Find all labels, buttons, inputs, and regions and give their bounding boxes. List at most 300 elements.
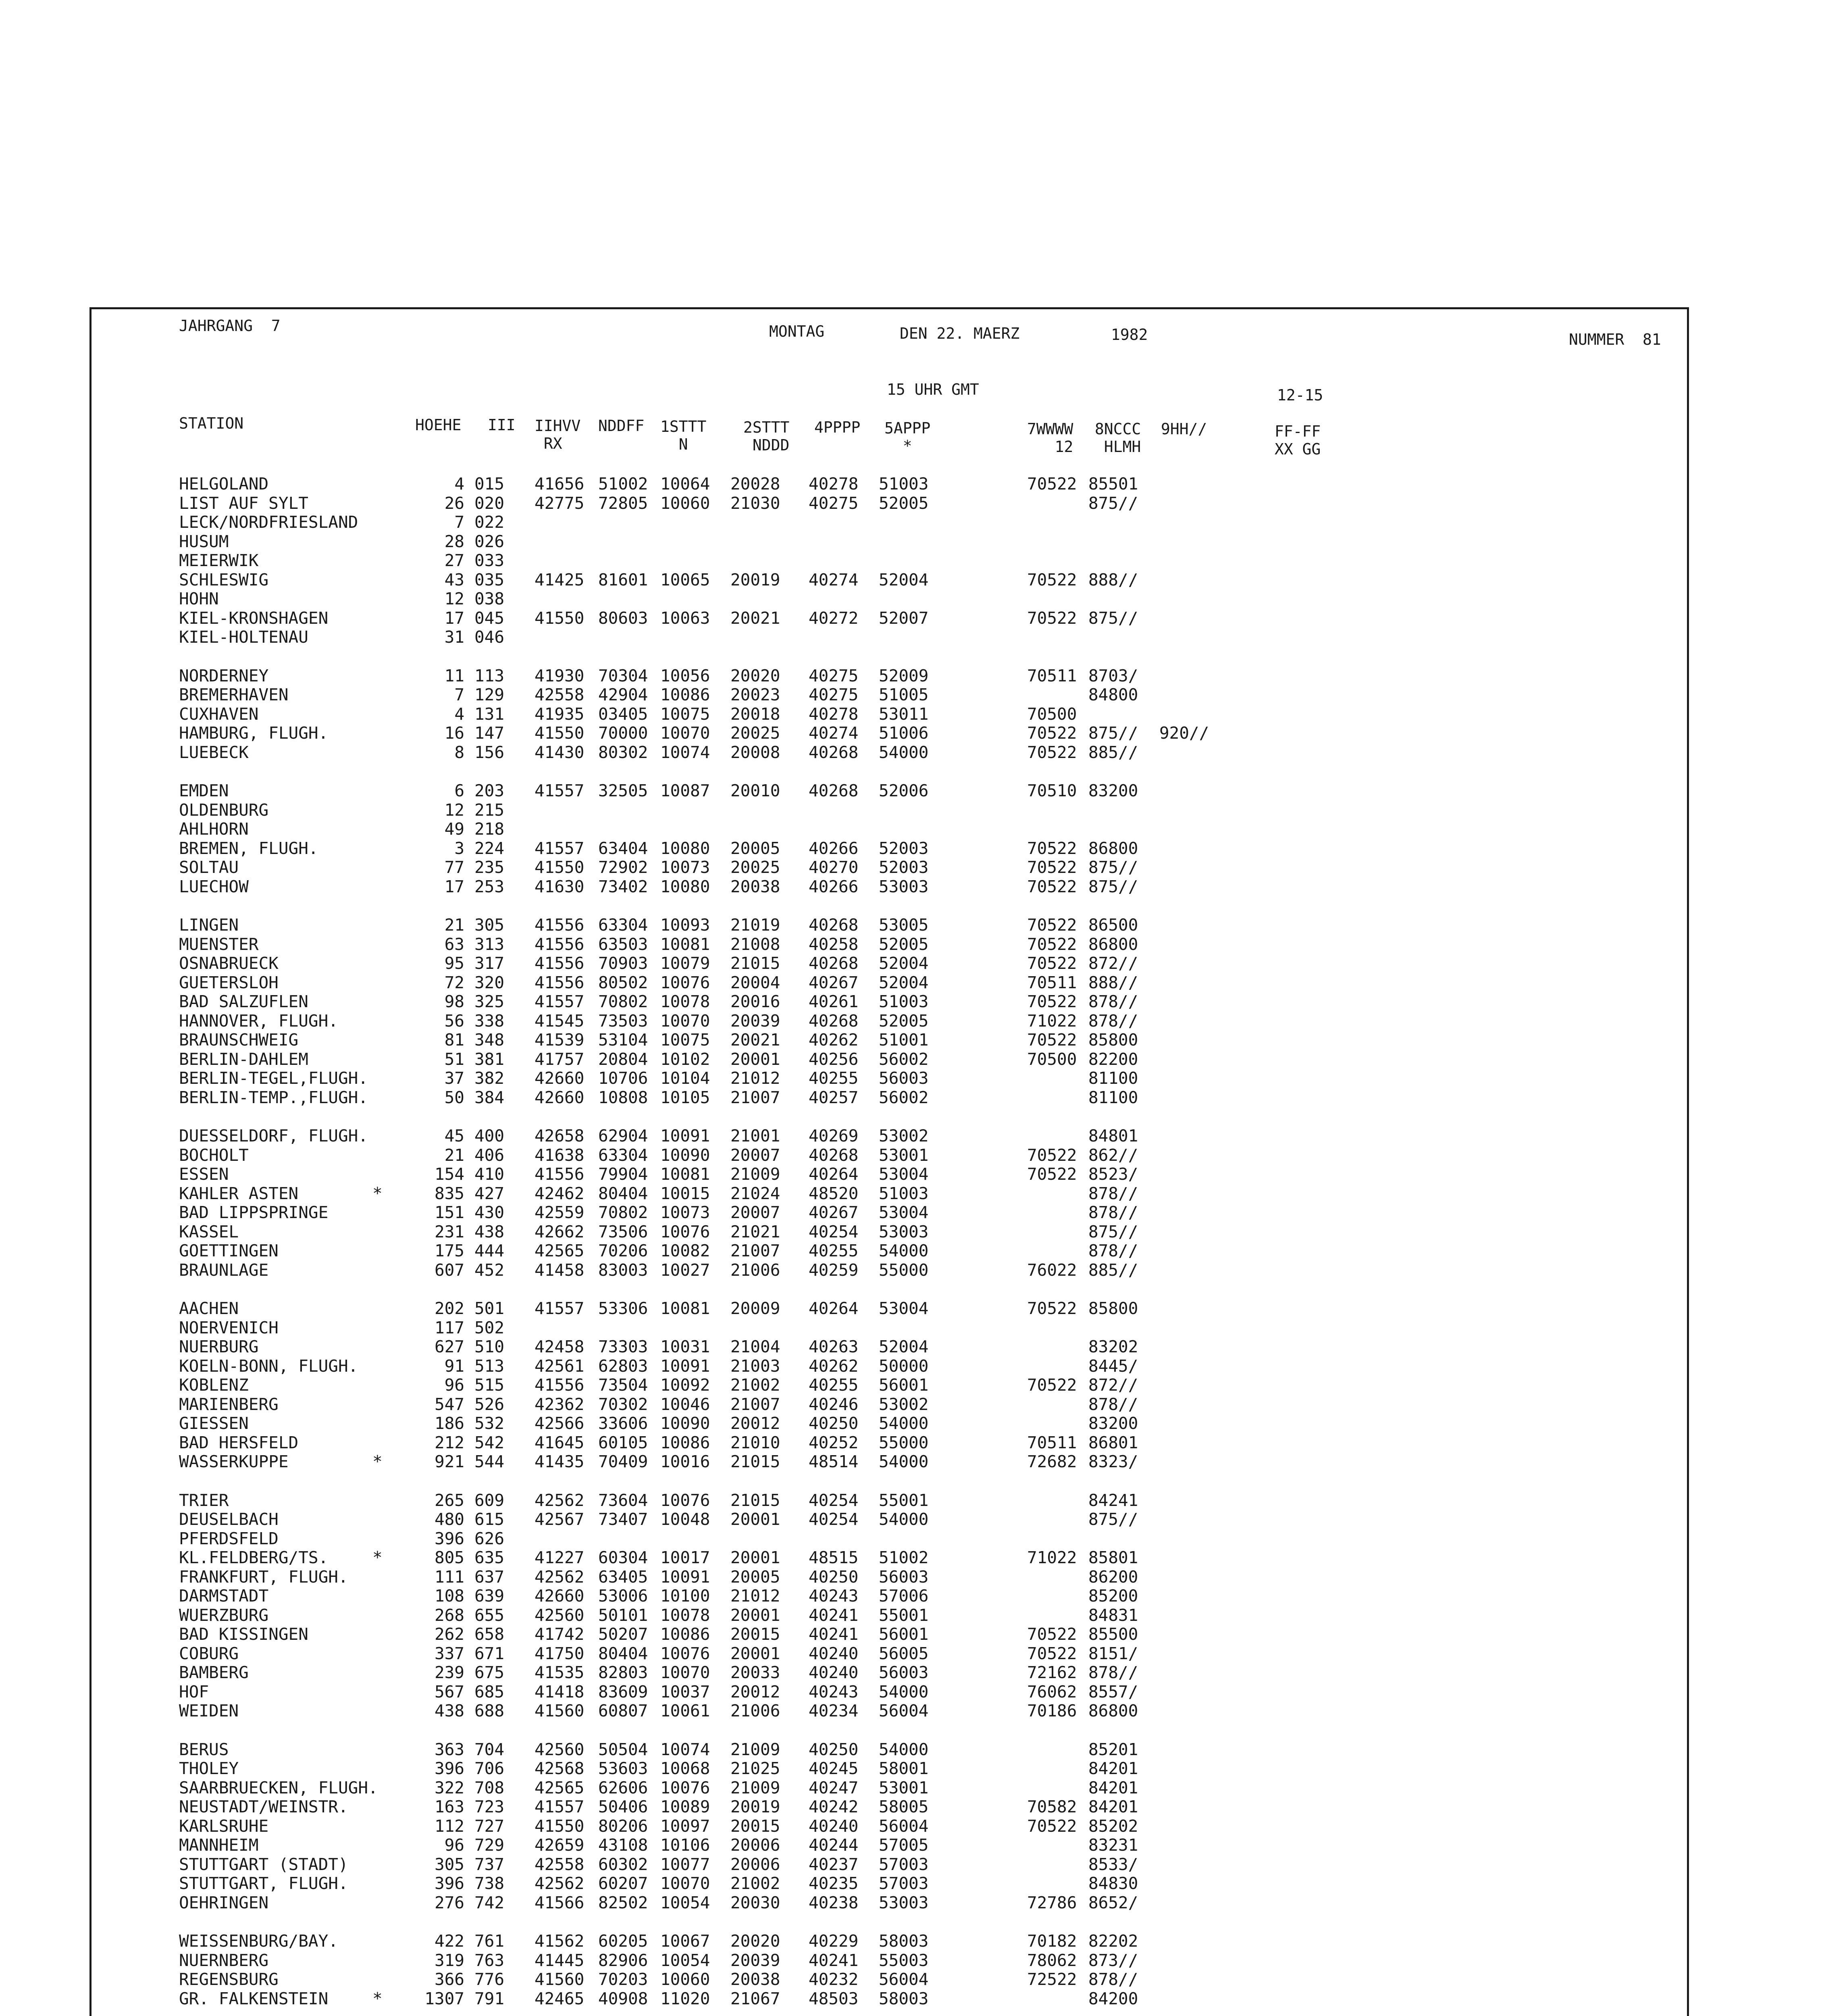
cloud-group: 86801 [1088,1433,1138,1452]
data-group: 56002 [879,1088,929,1107]
data-group: 20019 [730,570,780,589]
data-group: 10076 [660,1778,710,1797]
data-group: 51001 [879,1030,929,1050]
station-id: 045 [474,608,505,628]
data-group: 80603 [598,608,648,628]
cloud-group: 81100 [1088,1068,1138,1088]
data-group: 42562 [535,1567,584,1587]
weather-group: 70522 [1027,474,1077,494]
data-group: 40268 [809,781,859,800]
data-group: 20025 [730,858,780,877]
station-id: 215 [474,800,505,820]
data-group: 81601 [598,570,648,589]
cloud-group: 8323/ [1088,1452,1138,1471]
data-group: 21006 [730,1701,780,1720]
cloud-group: 8557/ [1088,1682,1138,1702]
station-name: GR. FALKENSTEIN [179,1989,329,2008]
cloud-group: 83200 [1088,1414,1138,1433]
data-group: 41638 [535,1145,584,1165]
cloud-group: 86800 [1088,935,1138,954]
station-row [0,1375,1733,1394]
data-group: 20005 [730,839,780,858]
station-height: 921 [434,1452,464,1471]
station-row [0,1951,1733,1970]
cloud-group: 878// [1088,1241,1138,1260]
station-row [0,474,1733,493]
data-group: 10067 [660,1931,710,1951]
cloud-group: 84201 [1088,1778,1138,1797]
data-group: 42904 [598,685,648,704]
station-row [0,1567,1733,1586]
station-row [0,1203,1733,1222]
data-group: 10016 [660,1452,710,1471]
station-row [0,589,1733,608]
data-group: 56003 [879,1567,929,1587]
data-group: 56001 [879,1375,929,1395]
data-group: 20007 [730,1145,780,1165]
data-group: 10037 [660,1682,710,1702]
weather-group: 70582 [1027,1797,1077,1816]
cloud-group: 85201 [1088,1740,1138,1759]
data-group: 10070 [660,1011,710,1031]
cloud-group: 85500 [1088,1624,1138,1644]
data-group: 21002 [730,1375,780,1395]
station-name: BOCHOLT [179,1145,249,1165]
weather-group: 70522 [1027,877,1077,896]
col-5appp: 5APPP * [884,419,931,455]
data-group: 41645 [535,1433,584,1452]
station-id: 675 [474,1663,505,1682]
data-group: 42660 [535,1088,584,1107]
data-group: 11020 [660,1989,710,2008]
station-name: BERLIN-TEMP.,FLUGH. [179,1088,368,1107]
data-group: 40252 [809,1433,859,1452]
station-height: 396 [434,1759,464,1778]
station-row [0,839,1733,858]
data-group: 57006 [879,1586,929,1606]
cloud-group: 84201 [1088,1759,1138,1778]
data-group: 52007 [879,608,929,628]
cloud-group: 878// [1088,1663,1138,1682]
station-row [0,973,1733,992]
data-group: 40262 [809,1030,859,1050]
station-row [0,608,1733,627]
station-height: 27 [444,551,464,570]
station-height: 567 [434,1682,464,1702]
data-group: 52005 [879,1011,929,1031]
station-height: 72 [444,973,464,992]
data-group: 53306 [598,1299,648,1318]
station-name: PFERDSFELD [179,1529,279,1548]
data-group: 40246 [809,1395,859,1414]
cloud-group: 84800 [1088,685,1138,704]
data-group: 10082 [660,1241,710,1260]
jahrgang-label: JAHRGANG 7 [179,317,281,335]
station-row [0,1855,1733,1874]
data-group: 70302 [598,1395,648,1414]
data-group: 21030 [730,494,780,513]
data-group: 40275 [809,685,859,704]
data-group: 55000 [879,1433,929,1452]
data-group: 20001 [730,1510,780,1529]
data-group: 10076 [660,1222,710,1241]
station-id: 763 [474,1951,505,1970]
weather-group: 76022 [1027,1260,1077,1280]
data-group: 10070 [660,723,710,743]
data-group: 40263 [809,1337,859,1356]
col-hoehe: HOEHE [415,416,462,434]
station-id: 147 [474,723,505,743]
extra-group: 920// [1159,723,1209,743]
data-group: 10073 [660,1203,710,1222]
data-group: 80206 [598,1816,648,1836]
data-group: 10079 [660,954,710,973]
cloud-group: 86500 [1088,915,1138,935]
station-id: 033 [474,551,505,570]
station-row [0,935,1733,954]
station-name: GUETERSLOH [179,973,279,992]
data-group: 58003 [879,1931,929,1951]
data-group: 20006 [730,1855,780,1874]
data-group: 10091 [660,1567,710,1587]
data-group: 10054 [660,1951,710,1970]
station-row [0,992,1733,1011]
station-id: 410 [474,1164,505,1184]
data-group: 10031 [660,1337,710,1356]
data-group: 21012 [730,1068,780,1088]
station-height: 480 [434,1510,464,1529]
station-id: 235 [474,858,505,877]
station-height: 31 [444,627,464,647]
weather-group: 72522 [1027,1970,1077,1989]
station-row [0,800,1733,819]
station-height: 28 [444,532,464,551]
station-id: 655 [474,1606,505,1625]
station-id: 704 [474,1740,505,1759]
cloud-group: 85801 [1088,1548,1138,1567]
cloud-group: 875// [1088,877,1138,896]
data-group: 54000 [879,1682,929,1702]
data-group: 20804 [598,1050,648,1069]
data-group: 41566 [535,1893,584,1912]
data-group: 50504 [598,1740,648,1759]
station-name: AACHEN [179,1299,239,1318]
station-name: KIEL-KRONSHAGEN [179,608,329,628]
station-id: 129 [474,685,505,704]
data-group: 20008 [730,743,780,762]
col-nddff: NDDFF [598,417,645,435]
station-id: 544 [474,1452,505,1471]
station-id: 313 [474,935,505,954]
station-id: 400 [474,1126,505,1145]
cloud-group: 875// [1088,723,1138,743]
data-group: 54000 [879,1740,929,1759]
station-height: 396 [434,1529,464,1548]
data-group: 21025 [730,1759,780,1778]
data-group: 42565 [535,1778,584,1797]
weather-group: 70511 [1027,666,1077,685]
data-group: 41430 [535,743,584,762]
station-name: NEUSTADT/WEINSTR. [179,1797,348,1816]
station-name: EMDEN [179,781,229,800]
station-height: 56 [444,1011,464,1031]
data-group: 10081 [660,935,710,954]
data-group: 48515 [809,1548,859,1567]
station-id: 381 [474,1050,505,1069]
cloud-group: 8533/ [1088,1855,1138,1874]
station-height: 268 [434,1606,464,1625]
station-id: 738 [474,1874,505,1893]
data-group: 80502 [598,973,648,992]
data-group: 53001 [879,1778,929,1797]
data-group: 40266 [809,839,859,858]
station-name: HAMBURG, FLUGH. [179,723,329,743]
station-id: 742 [474,1893,505,1912]
data-group: 10706 [598,1068,648,1088]
station-id: 639 [474,1586,505,1606]
data-group: 20004 [730,973,780,992]
data-group: 42659 [535,1835,584,1855]
station-name: OSNABRUECK [179,954,279,973]
station-row [0,1260,1733,1279]
station-height: 96 [444,1375,464,1395]
station-id: 046 [474,627,505,647]
station-row [0,1797,1733,1816]
station-name: BAD KISSINGEN [179,1624,308,1644]
mountain-marker: * [372,1184,383,1203]
station-name: SCHLESWIG [179,570,269,589]
station-name: HELGOLAND [179,474,269,494]
cloud-group: 875// [1088,1222,1138,1241]
station-height: 8 [454,743,464,762]
mountain-marker: * [372,1548,383,1567]
station-id: 224 [474,839,505,858]
data-group: 20018 [730,704,780,724]
data-group: 40268 [809,743,859,762]
weather-group: 70522 [1027,992,1077,1011]
data-group: 20023 [730,685,780,704]
data-group: 40269 [809,1126,859,1145]
station-name: LIST AUF SYLT [179,494,308,513]
station-row [0,1874,1733,1893]
issue-number: NUMMER 81 [1569,331,1661,348]
station-name: LECK/NORDFRIESLAND [179,512,358,532]
data-group: 10046 [660,1395,710,1414]
data-group: 55003 [879,1951,929,1970]
data-group: 42565 [535,1241,584,1260]
data-group: 20021 [730,1030,780,1050]
station-name: REGENSBURG [179,1970,279,1989]
mountain-marker: * [372,1989,383,2008]
data-group: 10054 [660,1893,710,1912]
data-group: 53003 [879,1893,929,1912]
station-id: 035 [474,570,505,589]
data-group: 10081 [660,1164,710,1184]
weather-group: 70522 [1027,935,1077,954]
data-group: 63304 [598,915,648,935]
col-2sttt: 2STTT NDDD [743,419,790,454]
data-group: 10092 [660,1375,710,1395]
station-row [0,1835,1733,1854]
data-group: 41550 [535,858,584,877]
data-group: 41458 [535,1260,584,1280]
station-row [0,1816,1733,1835]
station-height: 396 [434,1874,464,1893]
data-group: 10091 [660,1126,710,1145]
data-group: 51002 [598,474,648,494]
station-row [0,1414,1733,1433]
data-group: 70203 [598,1970,648,1989]
data-group: 10089 [660,1797,710,1816]
data-group: 51002 [879,1548,929,1567]
station-id: 626 [474,1529,505,1548]
data-group: 21007 [730,1241,780,1260]
station-height: 337 [434,1644,464,1663]
station-height: 186 [434,1414,464,1433]
data-group: 73402 [598,877,648,896]
station-name: HOHN [179,589,219,608]
data-group: 82906 [598,1951,648,1970]
cloud-group: 878// [1088,1970,1138,1989]
data-group: 40250 [809,1567,859,1587]
station-id: 542 [474,1433,505,1452]
station-name: LUEBECK [179,743,249,762]
data-group: 42362 [535,1395,584,1414]
data-group: 40259 [809,1260,859,1280]
station-row [0,1989,1733,2008]
data-group: 40908 [598,1989,648,2008]
station-name: HOF [179,1682,209,1702]
data-group: 53006 [598,1586,648,1606]
data-group: 41557 [535,1797,584,1816]
station-height: 63 [444,935,464,954]
station-name: STUTTGART, FLUGH. [179,1874,348,1893]
data-group: 70802 [598,1203,648,1222]
station-id: 384 [474,1088,505,1107]
data-group: 10076 [660,1491,710,1510]
data-group: 40229 [809,1931,859,1951]
station-height: 6 [454,781,464,800]
station-name: AHLHORN [179,819,249,839]
station-height: 305 [434,1855,464,1874]
station-id: 430 [474,1203,505,1222]
station-row [0,1759,1733,1778]
data-group: 20039 [730,1951,780,1970]
station-id: 708 [474,1778,505,1797]
data-group: 20039 [730,1011,780,1031]
data-group: 53004 [879,1203,929,1222]
data-group: 50406 [598,1797,648,1816]
data-group: 52005 [879,494,929,513]
weather-group: 71022 [1027,1011,1077,1031]
col-iihvv: IIHVV RX [535,417,581,452]
station-height: 322 [434,1778,464,1797]
data-group: 40255 [809,1068,859,1088]
data-group: 21009 [730,1164,780,1184]
station-name: ESSEN [179,1164,229,1184]
data-group: 53001 [879,1145,929,1165]
data-group: 20001 [730,1548,780,1567]
data-group: 10076 [660,1644,710,1663]
station-name: SOLTAU [179,858,239,877]
station-row [0,532,1733,551]
data-group: 70802 [598,992,648,1011]
data-group: 40270 [809,858,859,877]
station-height: 51 [444,1050,464,1069]
data-group: 40240 [809,1644,859,1663]
data-group: 41545 [535,1011,584,1031]
data-group: 41425 [535,570,584,589]
station-id: 615 [474,1510,505,1529]
station-row [0,1088,1733,1107]
data-group: 40272 [809,608,859,628]
data-group: 72805 [598,494,648,513]
data-group: 60304 [598,1548,648,1567]
station-height: 11 [444,666,464,685]
station-height: 117 [434,1318,464,1337]
station-height: 154 [434,1164,464,1184]
data-group: 48520 [809,1184,859,1203]
station-name: KAHLER ASTEN [179,1184,299,1203]
data-group: 42561 [535,1356,584,1376]
cloud-group: 83231 [1088,1835,1138,1855]
weather-group: 71022 [1027,1548,1077,1567]
data-group: 21024 [730,1184,780,1203]
cloud-group: 8445/ [1088,1356,1138,1376]
data-group: 41560 [535,1970,584,1989]
station-row [0,1395,1733,1414]
cloud-group: 873// [1088,1951,1138,1970]
data-group: 21067 [730,1989,780,2008]
data-group: 10063 [660,608,710,628]
station-id: 706 [474,1759,505,1778]
cloud-group: 875// [1088,858,1138,877]
data-group: 73503 [598,1011,648,1031]
data-group: 52003 [879,839,929,858]
data-group: 62803 [598,1356,648,1376]
data-group: 56002 [879,1050,929,1069]
station-id: 723 [474,1797,505,1816]
station-height: 43 [444,570,464,589]
weather-group: 70186 [1027,1701,1077,1720]
station-height: 95 [444,954,464,973]
data-group: 55000 [879,1260,929,1280]
station-name: LINGEN [179,915,239,935]
data-group: 10093 [660,915,710,935]
data-group: 70903 [598,954,648,973]
data-group: 41418 [535,1682,584,1702]
station-row [0,1299,1733,1318]
station-height: 547 [434,1395,464,1414]
data-group: 10075 [660,704,710,724]
data-group: 82502 [598,1893,648,1912]
station-id: 320 [474,973,505,992]
weather-group: 70522 [1027,954,1077,973]
station-height: 7 [454,685,464,704]
data-group: 63405 [598,1567,648,1587]
data-group: 20033 [730,1663,780,1682]
data-group: 10073 [660,858,710,877]
data-group: 40261 [809,992,859,1011]
data-group: 52004 [879,570,929,589]
data-group: 52004 [879,1337,929,1356]
data-group: 43108 [598,1835,648,1855]
data-group: 20038 [730,877,780,896]
station-row [0,1452,1733,1471]
data-group: 40268 [809,1145,859,1165]
data-group: 58005 [879,1797,929,1816]
data-group: 40240 [809,1663,859,1682]
